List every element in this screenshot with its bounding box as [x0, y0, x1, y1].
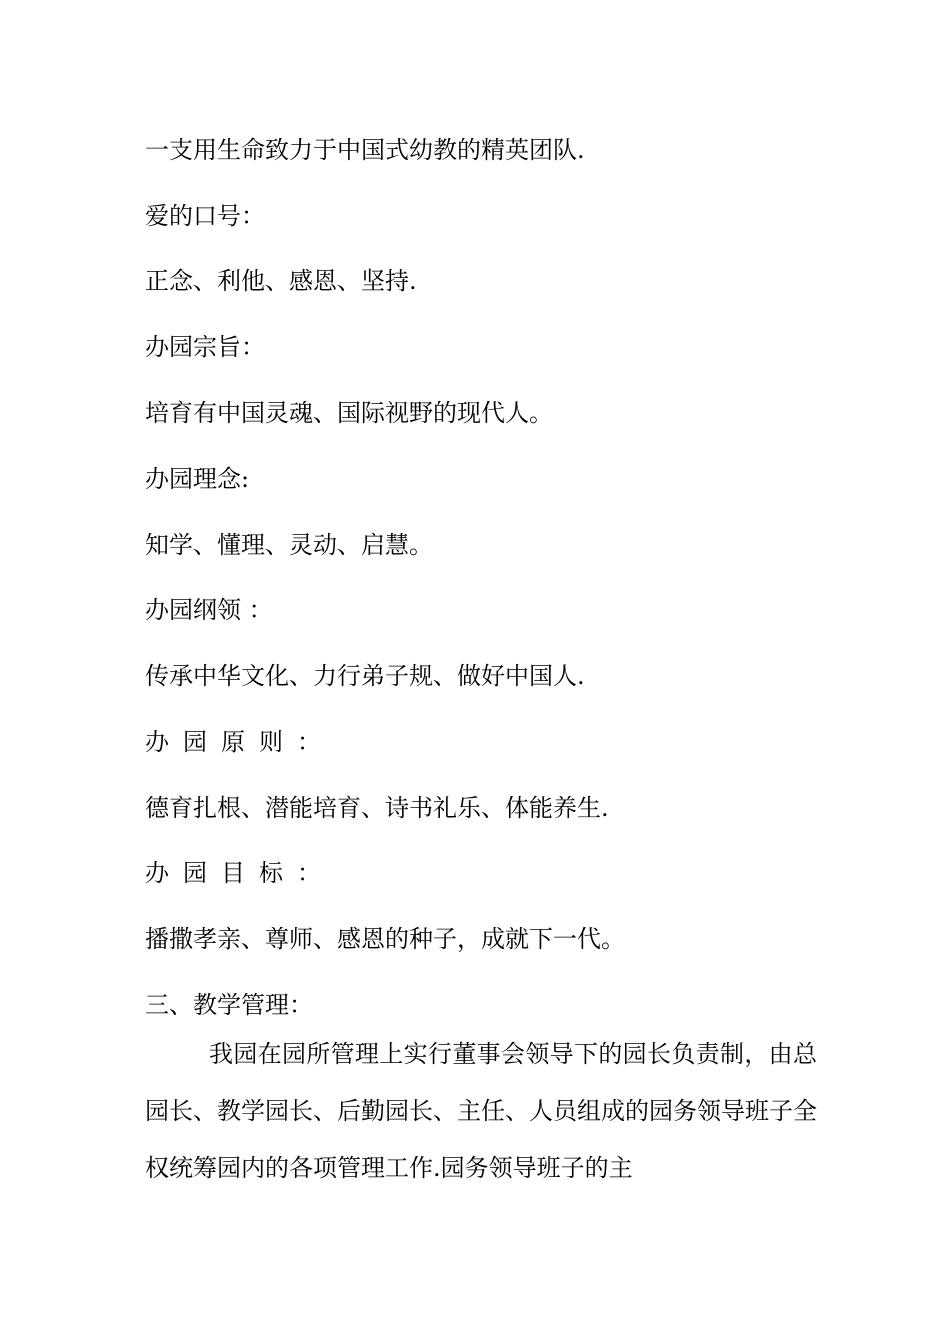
- management-paragraph: 我园在园所管理上实行董事会领导下的园长负责制，由总园长、教学园长、后勤园长、主任、人员组成的园务领导班子全权统筹园内的各项管理工作.园务领导班子的主: [145, 1040, 817, 1182]
- principles-text: 德育扎根、潜能培育、诗书礼乐、体能养生.: [145, 794, 609, 822]
- heading-philosophy: 办园理念:: [145, 465, 250, 493]
- heading-program: 办园纲领 ：: [145, 596, 273, 624]
- purpose-text: 培育有中国灵魂、国际视野的现代人。: [145, 399, 553, 427]
- philosophy-text: 知学、懂理、灵动、启慧。: [145, 531, 433, 559]
- goals-text: 播撒孝亲、尊师、感恩的种子，成就下一代。: [145, 925, 625, 953]
- heading-love-slogan: 爱的口号：: [145, 202, 265, 230]
- heading-purpose: 办园宗旨：: [145, 333, 265, 361]
- heading-teaching-management: 三、教学管理：: [145, 991, 313, 1019]
- love-slogan-text: 正念、利他、感恩、坚持.: [145, 267, 417, 295]
- heading-goals: 办园目标：: [145, 859, 335, 887]
- heading-principles: 办园原则：: [145, 728, 335, 756]
- team-description: 一支用生命致力于中国式幼教的精英团队.: [145, 136, 585, 164]
- program-text: 传承中华文化、力行弟子规、做好中国人.: [145, 662, 585, 690]
